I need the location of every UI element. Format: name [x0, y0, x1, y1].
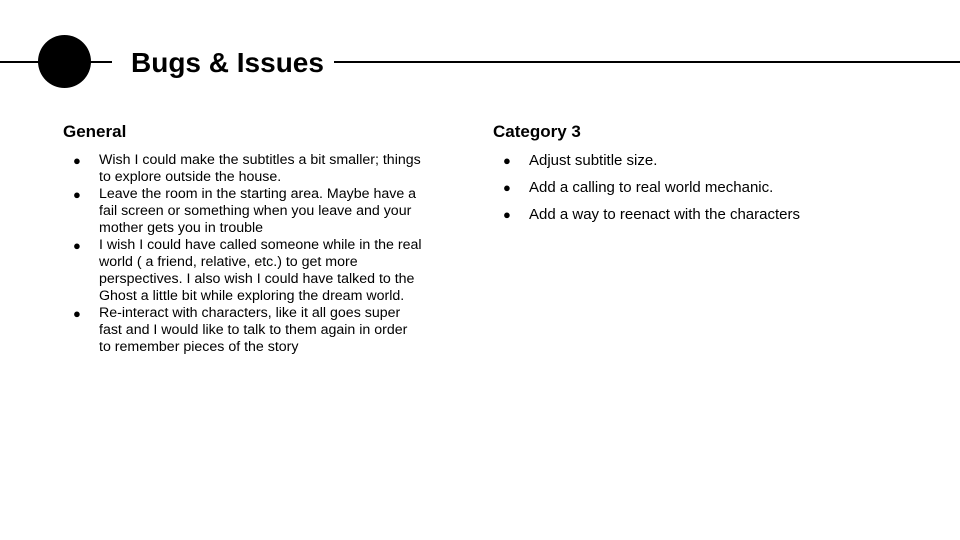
- list-item-text: Wish I could make the subtitles a bit smaller; things to explore outside the house.: [99, 152, 421, 185]
- bullet-icon: ●: [73, 306, 81, 321]
- list-item-text: Leave the room in the starting area. Maybe have a fail screen or something when you leave and your mother gets you in trouble: [99, 186, 417, 236]
- slide-title: Bugs & Issues: [131, 47, 324, 78]
- list-item-text: Add a way to reenact with the characters: [529, 206, 800, 223]
- list-item: [63, 237, 423, 305]
- list-item: [493, 151, 913, 170]
- list-item-text: Adjust subtitle size.: [529, 152, 658, 169]
- header-circle-decoration: [38, 35, 91, 88]
- general-heading: General: [63, 122, 127, 141]
- list-item: [493, 205, 913, 224]
- category-3-heading: Category 3: [493, 122, 581, 141]
- bullet-icon: ●: [503, 207, 511, 222]
- list-item-text: Add a calling to real world mechanic.: [529, 179, 774, 196]
- list-item: [63, 186, 423, 237]
- category-3-bullet-list: [493, 151, 913, 232]
- bullet-icon: ●: [73, 187, 81, 202]
- list-item-text: Re-interact with characters, like it all goes super fast and I would like to talk to them again in order to remember pieces of the story: [99, 305, 408, 355]
- bullet-icon: ●: [503, 180, 511, 195]
- list-item-text: I wish I could have called someone while in the real world ( a friend, relative, etc.) to get more perspectives. I also wish I could have talked to the Ghost a little bit while exploring the dream world.: [99, 237, 422, 304]
- bullet-icon: ●: [503, 153, 511, 168]
- list-item: [63, 152, 423, 186]
- general-bullet-list: [63, 152, 423, 356]
- list-item: [493, 178, 913, 197]
- bullet-icon: ●: [73, 238, 81, 253]
- list-item: [63, 305, 423, 356]
- bullet-icon: ●: [73, 153, 81, 168]
- header-rule-right: [334, 61, 960, 63]
